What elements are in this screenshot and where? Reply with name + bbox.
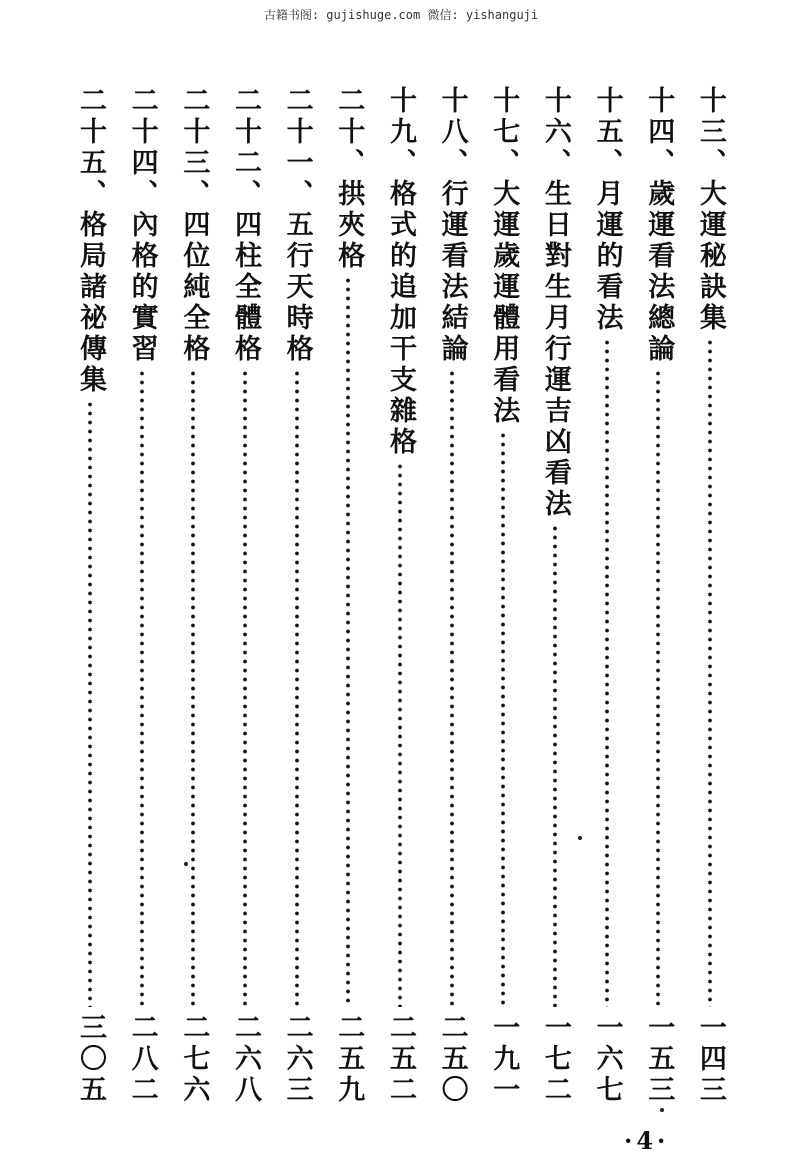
entry-title: 二十、拱夾格 — [333, 86, 365, 272]
scan-speck — [578, 836, 582, 840]
toc-entry — [173, 86, 213, 1106]
scan-speck — [660, 1108, 664, 1112]
watermark-header: 古籍书阁: gujishuge.com 微信: yishanguji — [263, 8, 539, 22]
leader-dots — [707, 338, 713, 1007]
entry-page: 二六三 — [281, 1013, 313, 1106]
entry-page: 一七二 — [539, 1013, 571, 1106]
toc-entry — [638, 86, 678, 1106]
toc-entry — [483, 86, 523, 1106]
scan-speck — [184, 862, 188, 866]
entry-title: 十五、月運的看法 — [591, 86, 623, 334]
leader-dots — [242, 369, 248, 1007]
leader-dots — [655, 369, 661, 1007]
page-number: ·4· — [624, 1126, 670, 1155]
table-of-contents — [70, 86, 730, 1106]
entry-title: 二十二、四柱全體格 — [229, 86, 261, 365]
toc-entry — [328, 86, 368, 1106]
entry-page: 一五三 — [643, 1013, 675, 1106]
leader-dots — [87, 400, 93, 1007]
entry-title: 十七、大運歲運體用看法 — [488, 86, 520, 427]
entry-page: 二五九 — [333, 1013, 365, 1106]
entry-page: 二五〇 — [436, 1013, 468, 1106]
entry-page: 一九一 — [488, 1013, 520, 1106]
entry-page: 三〇五 — [75, 1013, 106, 1106]
entry-title: 十八、行運看法結論 — [436, 86, 468, 365]
entry-title: 二十三、四位純全格 — [178, 86, 210, 365]
entry-page: 一四三 — [694, 1013, 726, 1106]
entry-title: 二十一、五行天時格 — [281, 86, 313, 365]
entry-page: 二七六 — [178, 1013, 210, 1106]
leader-dots — [139, 369, 145, 1007]
leader-dots — [190, 369, 196, 1007]
entry-page: 二六八 — [229, 1013, 261, 1106]
toc-entry — [122, 86, 162, 1106]
toc-entry — [380, 86, 420, 1106]
toc-entry — [432, 86, 472, 1106]
entry-title: 十四、歲運看法總論 — [643, 86, 675, 365]
leader-dots — [500, 431, 506, 1007]
leader-dots — [552, 524, 558, 1007]
entry-page: 二五二 — [384, 1013, 416, 1106]
toc-entry — [70, 86, 110, 1106]
leader-dots — [604, 338, 610, 1007]
toc-entry — [535, 86, 575, 1106]
entry-page: 一六七 — [591, 1013, 623, 1106]
entry-title: 二十五、格局諸祕傳集 — [75, 86, 106, 396]
entry-title: 十九、格式的追加干支雜格 — [384, 86, 416, 458]
entry-title: 二十四、內格的實習 — [126, 86, 158, 365]
entry-page: 二八二 — [126, 1013, 158, 1106]
leader-dots — [294, 369, 300, 1007]
toc-entry — [225, 86, 265, 1106]
entry-title: 十三、大運秘訣集 — [694, 86, 726, 334]
leader-dots — [397, 462, 403, 1007]
entry-title: 十六、生日對生月行運吉凶看法 — [539, 86, 571, 520]
toc-entry — [587, 86, 627, 1106]
leader-dots — [345, 276, 351, 1007]
toc-entry — [690, 86, 730, 1106]
toc-entry — [277, 86, 317, 1106]
leader-dots — [449, 369, 455, 1007]
